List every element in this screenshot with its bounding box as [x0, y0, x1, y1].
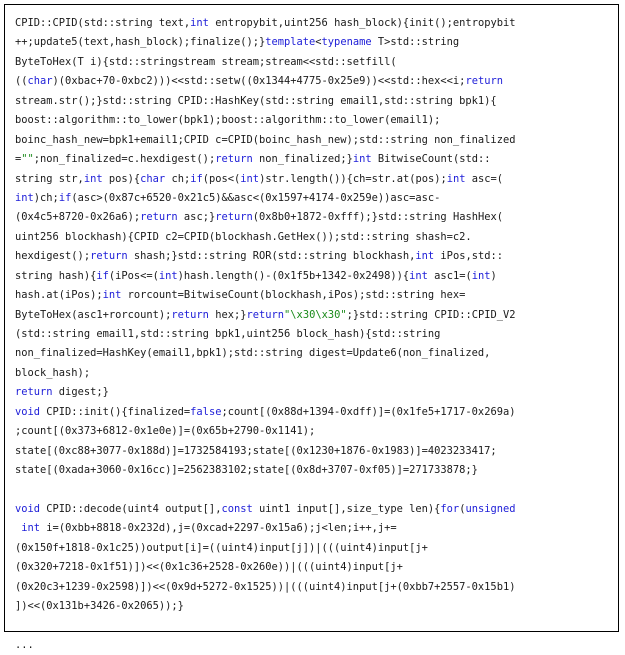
code-text: (0x150f+1818-0x1c25))output[i]=((uint4)input[j])|(((uint4)input[j+	[15, 541, 428, 554]
code-text: entropybit,uint256 hash_block){init();entropybit	[208, 17, 516, 29]
code-keyword: int	[240, 172, 260, 185]
code-text: ++;update5(text,hash_block);finalize();}	[15, 36, 266, 49]
code-keyword: unsigned	[465, 502, 516, 515]
code-listing	[15, 14, 608, 655]
code-keyword: return	[90, 250, 128, 263]
code-text: ])<<(0x131b+3426-0x2065));}	[15, 600, 184, 613]
code-text: ByteToHex(T i){std::stringstream stream;stream<<std::setfill(	[15, 55, 397, 68]
code-line	[15, 442, 608, 461]
code-keyword: void	[15, 405, 41, 418]
code-text: (0x8b0+1872-0xfff);}std::string HashHex(	[252, 211, 503, 224]
code-keyword: void	[15, 502, 41, 515]
code-text: pos){	[102, 172, 141, 185]
code-text: ch;	[165, 172, 191, 185]
code-text: digest;}	[52, 386, 109, 399]
code-keyword: if	[190, 172, 203, 185]
code-text: asc1=(	[427, 269, 472, 282]
code-text: (pos<(	[202, 172, 241, 185]
code-text: CPID::decode(uint4 output[],	[40, 502, 222, 515]
code-text: state[(0xc88+3077-0x188d)]=1732584193;state[(0x1230+1876-0x1983)]=4023233417;	[15, 444, 497, 457]
code-line	[15, 481, 608, 500]
code-keyword: false	[190, 405, 222, 418]
code-keyword: int	[471, 269, 491, 282]
code-line	[15, 247, 608, 266]
code-text: stream.str();}std::string CPID::HashKey(std::string email1,std::string bpk1){	[15, 94, 497, 107]
code-line	[15, 539, 608, 558]
code-keyword: return	[246, 308, 285, 321]
code-keyword: int	[158, 269, 178, 282]
code-text: ByteToHex(asc1+rorcount);	[15, 308, 172, 321]
code-line	[15, 111, 608, 130]
code-text: (asc>(0x87c+6520-0x21c5)&&asc<(0x1597+4174-0x259e))asc=asc-	[71, 191, 441, 204]
code-text: )ch;	[33, 191, 59, 204]
code-keyword: typename	[321, 36, 372, 49]
code-keyword: return	[15, 386, 53, 399]
code-line	[15, 578, 608, 597]
code-text: iPos,std::	[434, 250, 503, 263]
code-line	[15, 267, 608, 286]
code-text: ...	[15, 639, 34, 651]
code-text: ;count[(0x373+6812-0x1e0e)]=(0x65b+2790-0x1141);	[15, 425, 316, 438]
code-line	[15, 306, 608, 325]
code-text: boinc_hash_new=bpk1+email1;CPID c=CPID(boinc_hash_new);std::string non_finalized	[15, 133, 516, 146]
code-line	[15, 325, 608, 344]
code-line	[15, 461, 608, 480]
code-line	[15, 53, 608, 72]
code-text: <	[315, 36, 322, 49]
code-text: ;non_finalized=c.hexdigest();	[33, 153, 216, 166]
code-text: )	[490, 269, 497, 282]
code-text: )(0xbac+70-0xbc2)))<<std::setw((0x1344+4775-0x25e9))<<std::hex<<i;	[52, 75, 466, 88]
code-text: (std::string email1,std::string bpk1,uint256 block_hash){std::string	[15, 328, 441, 340]
code-text: CPID::init(){finalized=	[40, 405, 191, 418]
code-line	[15, 383, 608, 402]
code-text: boost::algorithm::to_lower(bpk1);boost::algorithm::to_lower(email1);	[15, 114, 441, 127]
code-line	[15, 403, 608, 422]
code-text: ;}std::string CPID::CPID_V2	[346, 308, 516, 321]
code-text: T>std::string	[371, 36, 460, 49]
code-text: state[(0xada+3060-0x16cc)]=2562383102;state[(0x8d+3707-0xf05)]=271733878;}	[15, 464, 478, 477]
code-text: string str,	[15, 172, 84, 185]
code-text: )hash.length()-(0x1f5b+1342-0x2498)){	[177, 269, 410, 282]
code-text: (0x4c5+8720-0x26a6);	[15, 211, 141, 224]
code-line	[15, 500, 608, 519]
code-text: )str.length()){ch=str.at(pos);	[259, 172, 447, 185]
code-keyword: int	[83, 172, 103, 185]
code-keyword: if	[58, 191, 72, 204]
code-line	[15, 14, 608, 33]
code-line	[15, 72, 608, 91]
code-text: =	[15, 153, 22, 166]
code-text: BitwiseCount(std::	[371, 153, 491, 166]
code-keyword: char	[140, 172, 166, 185]
code-keyword: int	[409, 269, 428, 282]
code-line	[15, 344, 608, 363]
code-text: hex;}	[208, 308, 247, 321]
code-line	[15, 519, 608, 538]
code-line	[15, 208, 608, 227]
code-text: i=(0xbb+8818-0x232d),j=(0xcad+2297-0x15a6);j<len;i++,j+=	[40, 522, 397, 535]
code-keyword: const	[221, 502, 253, 515]
code-keyword: return	[171, 308, 209, 321]
code-line	[15, 92, 608, 111]
code-keyword: int	[415, 250, 435, 263]
code-text: (0x20c3+1239-0x2598)])<<(0x9d+5272-0x1525))|(((uint4)input[j+(0xbb7+2557-0x15b1)	[15, 580, 516, 593]
code-keyword: for	[440, 502, 460, 515]
code-keyword: int	[21, 522, 41, 535]
code-text: non_finalized;}	[252, 153, 353, 166]
code-keyword: int	[352, 153, 372, 166]
code-string-literal: ""	[21, 153, 34, 166]
code-line	[15, 189, 608, 208]
code-text: ;count[(0x88d+1394-0xdff)]=(0x1fe5+1717-0x269a)	[221, 405, 516, 418]
code-keyword: return	[140, 211, 178, 224]
code-text: hexdigest();	[15, 250, 91, 263]
code-line	[15, 422, 608, 441]
code-keyword: template	[265, 36, 316, 49]
code-text: ((	[15, 75, 28, 88]
code-text: asc=(	[465, 172, 504, 185]
code-line	[15, 131, 608, 150]
code-text: shash;}std::string ROR(std::string blockhash,	[127, 250, 416, 263]
code-text: block_hash);	[15, 366, 91, 379]
code-text: string hash){	[15, 269, 97, 282]
code-keyword: return	[215, 153, 253, 166]
code-line	[15, 170, 608, 189]
code-line	[15, 617, 608, 636]
code-text: hash.at(iPos);	[15, 289, 103, 302]
code-text: (0x320+7218-0x1f51)])<<(0x1c36+2528-0x260e))|(((uint4)input[j+	[15, 561, 403, 574]
code-line	[15, 286, 608, 305]
code-text: CPID::CPID(std::string text,	[15, 17, 191, 29]
code-string-literal: "\x30\x30"	[284, 308, 347, 321]
code-text: (iPos<=(	[108, 269, 159, 282]
code-listing-frame	[4, 4, 619, 651]
code-keyword: return	[465, 75, 503, 88]
code-keyword: return	[215, 211, 253, 224]
code-text: (	[459, 502, 466, 515]
code-line	[15, 33, 608, 52]
code-line	[15, 636, 608, 655]
code-keyword: int	[102, 289, 122, 302]
code-line	[15, 558, 608, 577]
code-text: asc;}	[177, 211, 216, 224]
code-line	[15, 597, 608, 616]
code-text: uint1 input[],size_type len){	[252, 502, 441, 515]
code-text: rorcount=BitwiseCount(blockhash,iPos);std::string hex=	[121, 289, 466, 302]
code-line	[15, 364, 608, 383]
code-text: non_finalized=HashKey(email1,bpk1);std::string digest=Update6(non_finalized,	[15, 347, 491, 360]
code-keyword: int	[446, 172, 466, 185]
code-keyword: if	[96, 269, 109, 282]
code-keyword: char	[27, 75, 53, 88]
code-text: uint256 blockhash){CPID c2=CPID(blockhash.GetHex());std::string shash=c2.	[15, 230, 472, 243]
code-keyword: int	[190, 17, 209, 29]
code-line	[15, 150, 608, 169]
code-keyword: int	[15, 191, 34, 204]
code-line	[15, 228, 608, 247]
